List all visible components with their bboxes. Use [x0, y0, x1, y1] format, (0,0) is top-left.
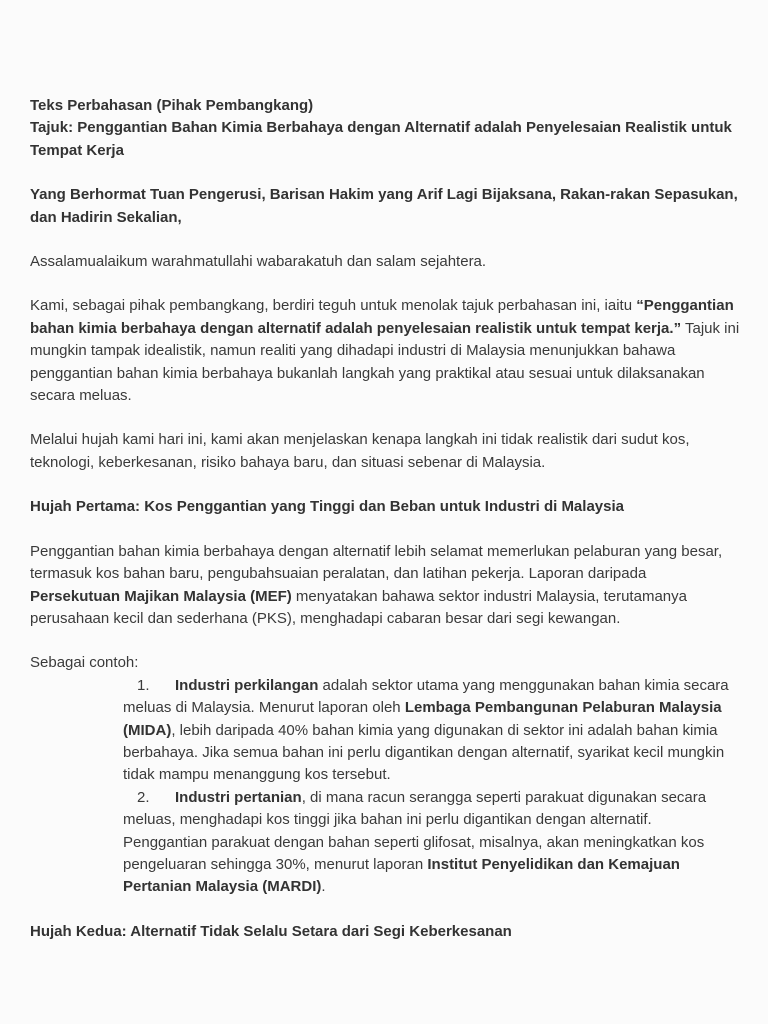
greeting: Assalamualaikum warahmatullahi wabarakatuh dan salam sejahtera.: [30, 253, 487, 271]
document-title: Teks Perbahasan (Pihak Pembangkang): [30, 97, 314, 114]
overview-paragraph: Melalui hujah kami hari ini, kami akan menjelaskan kenapa langkah ini tidak realistik dari sudut kos, teknologi, keberkesanan, risiko bahaya baru, dan situasi sebenar di Malaysia.: [30, 431, 690, 471]
intro-paragraph: Kami, sebagai pihak pembangkang, berdiri teguh untuk menolak tajuk perbahasan ini, iaitu “Penggantian bahan kimia berbahaya dengan alternatif adalah penyelesaian realistik untuk tempat kerja.” Tajuk ini mungkin tampak idealistik, namun realiti yang dihadapi industri di Malaysia menunjukkan bahawa penggantian bahan kimia berbahaya bukanlah langkah yang praktikal atau sesuai untuk dilaksanakan secara meluas.: [30, 297, 740, 405]
debate-topic: Tajuk: Penggantian Bahan Kimia Berbahaya dengan Alternatif adalah Penyelesaian Realistik untuk Tempat Kerja: [30, 119, 732, 159]
example-intro: Sebagai contoh:: [30, 654, 139, 672]
motion-quote: “Penggantian bahan kimia berbahaya dengan alternatif adalah penyelesaian realistik untuk tempat kerja.”: [30, 297, 734, 337]
debate-document: [30, 95, 740, 943]
argument1-title: Hujah Pertama: Kos Penggantian yang Tinggi dan Beban untuk Industri di Malaysia: [30, 498, 624, 516]
example-list: [123, 675, 738, 899]
salutation: Yang Berhormat Tuan Pengerusi, Barisan Hakim yang Arif Lagi Bijaksana, Rakan-rakan Sepasukan, dan Hadirin Sekalian,: [30, 186, 738, 226]
list-item: 1. Industri perkilangan adalah sektor utama yang menggunakan bahan kimia secara meluas di Malaysia. Menurut laporan oleh Lembaga Pembangunan Pelaburan Malaysia (MIDA), lebih daripada 40% bahan kimia yang digunakan di sektor ini adalah bahan kimia berbahaya. Jika semua bahan ini perlu digantikan dengan alternatif, syarikat kecil mungkin tidak mampu menanggung kos tersebut.: [123, 676, 729, 784]
list-item: 2. Industri pertanian, di mana racun serangga seperti parakuat digunakan secara meluas, menghadapi kos tinggi jika bahan ini perlu digantikan dengan alternatif. Penggantian parakuat dengan bahan seperti glifosat, misalnya, akan meningkatkan kos pengeluaran sehingga 30%, menurut laporan Institut Penyelidikan dan Kemajuan Pertanian Malaysia (MARDI).: [123, 788, 707, 896]
argument2-title: Hujah Kedua: Alternatif Tidak Selalu Setara dari Segi Keberkesanan: [30, 922, 512, 940]
argument1-paragraph: Penggantian bahan kimia berbahaya dengan alternatif lebih selamat memerlukan pelaburan yang besar, termasuk kos bahan baru, pengubahsuaian peralatan, dan latihan pekerja. Laporan daripada Persekutuan Majikan Malaysia (MEF) menyatakan bahawa sektor industri Malaysia, terutamanya perusahaan kecil dan sederhana (PKS), menghadapi cabaran besar dari segi kewangan.: [30, 542, 723, 627]
